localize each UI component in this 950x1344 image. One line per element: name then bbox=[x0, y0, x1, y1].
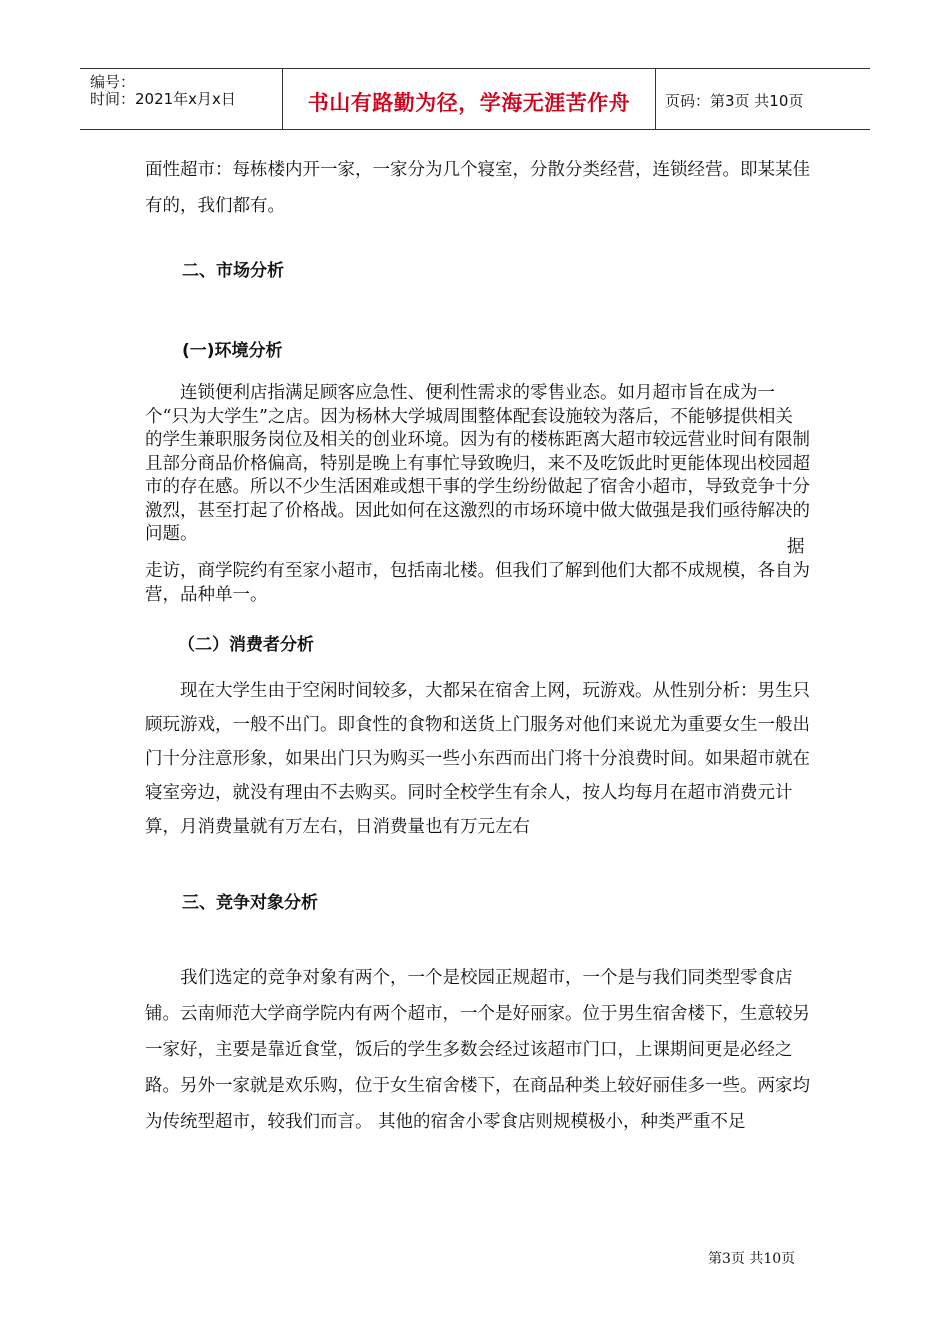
page-footer-number: 第3页 共10页 bbox=[708, 1251, 796, 1267]
document-number-label: 编号： bbox=[90, 73, 136, 91]
header-page-cell bbox=[655, 69, 870, 129]
header-motto: 书山有路勤为径，学海无涯苦作舟 bbox=[307, 91, 631, 115]
heading-environment-analysis: (一)环境分析 bbox=[182, 341, 283, 361]
paragraph-competitor: 我们选定的竞争对象有两个，一个是校园正规超市，一个是与我们同类型零食店铺。云南师范大学商学院内有两个超市，一个是好丽家。位于男生宿舍楼下，生意较另一家好，主要是靠近食堂，饭后的学生多数会经过该超市门口，上课期间更是必经之路。另外一家就是欢乐购，位于女生宿舍楼下，在商品种类上较好丽佳多一些。两家均为传统型超市，较我们而言。 其他的宿舍小零食店则规模极小，种类严重不足 bbox=[145, 968, 810, 1132]
document-time-label: 时间：2021年x月x日 bbox=[90, 90, 236, 108]
heading-market-analysis: 二、市场分析 bbox=[182, 261, 284, 281]
header-page-info: 页码：第3页 共10页 bbox=[665, 92, 804, 110]
paragraph-environment-tail: 走访，商学院约有至家小超市，包括南北楼。但我们了解到他们大都不成规模，各自为营，品种单一。 bbox=[145, 561, 810, 605]
header-motto-cell bbox=[282, 69, 656, 129]
page-header bbox=[80, 68, 870, 130]
heading-competitor-analysis: 三、竞争对象分析 bbox=[182, 893, 318, 913]
paragraph-environment-ju: 据 bbox=[787, 537, 805, 557]
paragraph-consumer: 现在大学生由于空闲时间较多，大都呆在宿舍上网，玩游戏。从性别分析：男生只顾玩游戏，一般不出门。即食性的食物和送货上门服务对他们来说尤为重要女生一般出门十分注意形象，如果出门只为购买一些小东西而出门将十分浪费时间。如果超市就在寝室旁边，就没有理由不去购买。同时全校学生有余人，按人均每月在超市消费元计算，月消费量就有万左右，日消费量也有万元左右 bbox=[145, 681, 810, 837]
header-meta-cell bbox=[80, 69, 282, 129]
paragraph-intro: 面性超市：每栋楼内开一家，一家分为几个寝室，分散分类经营，连锁经营。即某某佳有的，我们都有。 bbox=[145, 160, 810, 216]
heading-consumer-analysis: （二）消费者分析 bbox=[178, 635, 314, 655]
paragraph-environment: 连锁便利店指满足顾客应急性、便利性需求的零售业态。如月超市旨在成为一个“只为大学生”之店。因为杨林大学城周围整体配套设施较为落后，不能够提供相关的学生兼职服务岗位及相关的创业环境。因为有的楼栋距离大超市较远营业时间有限制且部分商品价格偏高，特别是晚上有事忙导致晚归，来不及吃饭此时更能体现出校园超市的存在感。所以不少生活困难或想干事的学生纷纷做起了宿舍小超市，导致竞争十分激烈，甚至打起了价格战。因此如何在这激烈的市场环境中做大做强是我们亟待解决的问题。 bbox=[145, 383, 810, 544]
